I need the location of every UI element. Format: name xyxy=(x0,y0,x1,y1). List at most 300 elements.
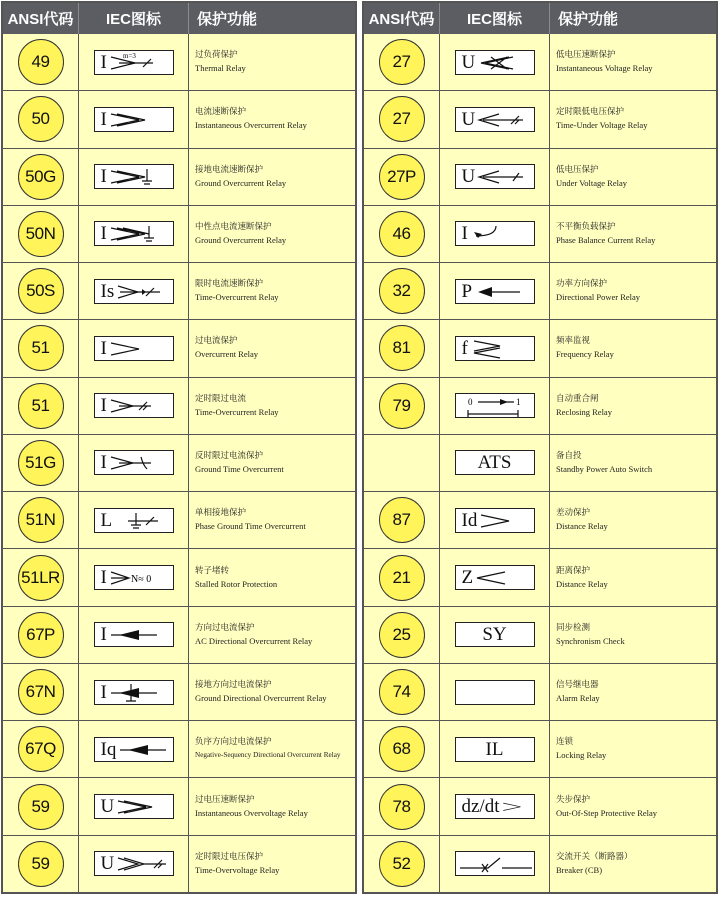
function-cell xyxy=(189,206,355,262)
function-name-en: Time-Overcurrent Relay xyxy=(195,406,279,417)
relay-characteristic-glyph xyxy=(109,566,161,589)
table-row xyxy=(3,664,355,721)
iec-symbol-cell xyxy=(79,492,189,548)
ansi-code-badge: 21 xyxy=(379,555,425,601)
ansi-cell xyxy=(364,91,440,147)
glyph-annotation: N≈ 0 xyxy=(130,574,152,586)
table-row xyxy=(364,320,716,377)
ansi-code-badge: 87 xyxy=(379,497,425,543)
locking-icon xyxy=(455,737,535,762)
relay-characteristic-glyph xyxy=(479,509,531,532)
function-name-en: Out-Of-Step Protective Relay xyxy=(556,807,658,818)
iec-symbol-cell xyxy=(79,34,189,90)
function-cell xyxy=(550,320,716,376)
table-row xyxy=(364,206,716,263)
table-row xyxy=(3,263,355,320)
table-row xyxy=(3,778,355,835)
function-cell xyxy=(550,836,716,892)
definite-time-overcurrent-icon xyxy=(94,393,174,418)
function-name-en: Time-Overcurrent Relay xyxy=(195,292,279,303)
iec-symbol-letter: IL xyxy=(485,738,504,760)
function-name-en: Directional Power Relay xyxy=(556,292,641,303)
function-cell xyxy=(550,435,716,491)
function-cell xyxy=(189,836,355,892)
relay-characteristic-glyph xyxy=(109,451,161,474)
function-name-zh: 差动保护 xyxy=(556,508,591,519)
iec-symbol-letter: I xyxy=(100,223,107,245)
table-row xyxy=(3,492,355,549)
function-name-zh: 定时限低电压保护 xyxy=(556,107,625,118)
function-name-en: Ground Overcurrent Relay xyxy=(195,234,287,245)
ansi-cell xyxy=(3,836,79,892)
ansi-code-badge: 32 xyxy=(379,268,425,314)
iec-symbol-cell xyxy=(79,721,189,777)
ansi-code-badge: 51LR xyxy=(18,555,64,601)
function-name-zh: 连锁 xyxy=(556,737,574,748)
function-name-en: Overcurrent Relay xyxy=(195,349,259,360)
iec-symbol-cell xyxy=(440,721,550,777)
ansi-cell xyxy=(3,263,79,319)
function-name-zh: 方向过电流保护 xyxy=(195,622,255,633)
relay-characteristic-glyph xyxy=(470,222,522,245)
table-row xyxy=(3,149,355,206)
differential-icon xyxy=(455,508,535,533)
ansi-code-badge: 81 xyxy=(379,325,425,371)
table-row xyxy=(364,836,716,892)
function-name-en: Ground Directional Overcurrent Relay xyxy=(195,693,327,704)
ansi-code-badge: 51N xyxy=(18,497,64,543)
relay-characteristic-glyph xyxy=(116,852,168,875)
ansi-code-badge: 25 xyxy=(379,612,425,658)
table-row xyxy=(364,91,716,148)
breaker-icon xyxy=(455,851,535,876)
table-row xyxy=(3,206,355,263)
relay-characteristic-glyph xyxy=(109,222,161,245)
iec-symbol-letter: I xyxy=(461,223,468,245)
table-row xyxy=(3,607,355,664)
glyph-state-label: 0 xyxy=(467,397,472,408)
alarm-relay-icon xyxy=(455,680,535,705)
ansi-cell xyxy=(364,836,440,892)
protection-table-right xyxy=(362,1,718,894)
stalled-rotor-icon xyxy=(94,565,174,590)
iec-symbol-letter: I xyxy=(100,337,107,359)
iec-symbol-letter: I xyxy=(100,681,107,703)
relay-characteristic-glyph xyxy=(118,738,170,761)
phase-balance-icon xyxy=(455,221,535,246)
iec-symbol-cell xyxy=(440,435,550,491)
function-name-en: Standby Power Auto Switch xyxy=(556,463,653,474)
function-name-en: Instantaneous Voltage Relay xyxy=(556,63,653,74)
ansi-cell xyxy=(3,778,79,834)
function-name-zh: 过电流保护 xyxy=(195,336,238,347)
iec-symbol-cell xyxy=(79,378,189,434)
iec-symbol-cell xyxy=(79,149,189,205)
table-row xyxy=(364,549,716,606)
function-cell xyxy=(550,607,716,663)
table-row xyxy=(3,721,355,778)
ansi-code-badge: 46 xyxy=(379,211,425,257)
iec-symbol-cell xyxy=(79,836,189,892)
protection-table-left xyxy=(1,1,357,894)
function-name-en: Breaker (CB) xyxy=(556,864,603,875)
directional-overcurrent-icon xyxy=(94,622,174,647)
iec-symbol-letter: Z xyxy=(461,567,474,589)
ansi-code-badge: 52 xyxy=(379,841,425,887)
iec-symbol-letter: Id xyxy=(461,509,478,531)
ansi-cell xyxy=(364,263,440,319)
iec-symbol-letter: U xyxy=(461,108,476,130)
ansi-cell xyxy=(364,206,440,262)
function-cell xyxy=(189,263,355,319)
header-ansi: ANSI代码 xyxy=(3,3,79,34)
function-cell xyxy=(189,607,355,663)
iec-symbol-letter: I xyxy=(100,51,107,73)
iec-symbol-letter: Is xyxy=(100,280,115,302)
function-cell xyxy=(550,263,716,319)
function-name-en: Time-Under Voltage Relay xyxy=(556,120,648,131)
function-name-en: Under Voltage Relay xyxy=(556,177,627,188)
overcurrent-icon xyxy=(94,336,174,361)
iec-symbol-letter: U xyxy=(461,166,476,188)
table-row xyxy=(364,492,716,549)
function-name-en: Alarm Relay xyxy=(556,693,600,704)
function-name-zh: 单相接地保护 xyxy=(195,508,247,519)
function-name-en: AC Directional Overcurrent Relay xyxy=(195,635,313,646)
relay-characteristic-glyph xyxy=(109,337,161,360)
ansi-cell xyxy=(3,435,79,491)
function-name-zh: 过负荷保护 xyxy=(195,50,238,61)
function-cell xyxy=(189,91,355,147)
iec-symbol-cell xyxy=(440,492,550,548)
function-name-zh: 功率方向保护 xyxy=(556,279,608,290)
iec-symbol-cell xyxy=(440,378,550,434)
function-cell xyxy=(550,492,716,548)
relay-characteristic-glyph xyxy=(464,394,522,417)
ansi-cell xyxy=(364,664,440,720)
time-overvoltage-icon xyxy=(94,851,174,876)
relay-characteristic-glyph xyxy=(502,795,534,818)
ansi-code-badge: 68 xyxy=(379,726,425,772)
function-name-zh: 频率监视 xyxy=(556,336,591,347)
function-name-en: Locking Relay xyxy=(556,750,607,761)
function-name-en: Time-Overvoltage Relay xyxy=(195,864,280,875)
relay-characteristic-glyph xyxy=(109,165,161,188)
iec-symbol-letter: I xyxy=(100,567,107,589)
ansi-code-badge: 74 xyxy=(379,669,425,715)
negative-sequence-directional-icon xyxy=(94,737,174,762)
table-row xyxy=(3,549,355,606)
function-name-zh: 反时限过电流保护 xyxy=(195,450,264,461)
ground-overcurrent-icon xyxy=(94,164,174,189)
iec-symbol-cell xyxy=(440,34,550,90)
function-cell xyxy=(550,149,716,205)
function-name-zh: 接地电流速断保护 xyxy=(195,164,264,175)
ansi-code-badge: 50N xyxy=(18,211,64,257)
table-row xyxy=(364,721,716,778)
relay-characteristic-glyph xyxy=(474,280,526,303)
function-name-en: Distance Relay xyxy=(556,578,608,589)
table-row xyxy=(364,378,716,435)
ansi-code-badge: 67N xyxy=(18,669,64,715)
ansi-cell xyxy=(364,149,440,205)
function-name-en: Phase Ground Time Overcurrent xyxy=(195,521,306,532)
ansi-cell xyxy=(3,149,79,205)
function-name-zh: 接地方向过电流保护 xyxy=(195,680,272,691)
iec-symbol-cell xyxy=(79,607,189,663)
directional-power-icon xyxy=(455,279,535,304)
iec-symbol-cell xyxy=(440,778,550,834)
function-cell xyxy=(189,721,355,777)
ansi-cell xyxy=(3,607,79,663)
ansi-code-badge: 49 xyxy=(18,39,64,85)
iec-symbol-cell xyxy=(440,91,550,147)
ansi-cell xyxy=(3,378,79,434)
function-name-en: Distance Relay xyxy=(556,521,608,532)
table-row xyxy=(364,149,716,206)
ansi-cell xyxy=(364,320,440,376)
function-cell xyxy=(550,664,716,720)
iec-symbol-cell xyxy=(440,206,550,262)
table-body xyxy=(3,34,355,892)
function-name-en: Thermal Relay xyxy=(195,63,246,74)
table-row xyxy=(3,836,355,892)
function-name-zh: 自动重合闸 xyxy=(556,393,599,404)
ansi-cell xyxy=(3,34,79,90)
table-body xyxy=(364,34,716,892)
ansi-cell xyxy=(364,378,440,434)
function-name-zh: 转子堵转 xyxy=(195,565,230,576)
ansi-code-badge: 51 xyxy=(18,325,64,371)
relay-characteristic-glyph xyxy=(116,280,168,303)
function-name-zh: 低电压速断保护 xyxy=(556,50,616,61)
ansi-cell xyxy=(364,435,440,491)
glyph-superscript: m=3 xyxy=(122,51,136,60)
table-row xyxy=(3,320,355,377)
function-cell xyxy=(189,492,355,548)
ansi-cell xyxy=(3,549,79,605)
ansi-code-badge: 78 xyxy=(379,784,425,830)
relay-characteristic-glyph xyxy=(109,623,161,646)
table-row xyxy=(364,778,716,835)
function-name-zh: 定时限过电压保护 xyxy=(195,851,264,862)
ansi-code-badge: 51G xyxy=(18,440,64,486)
iec-symbol-letter: ATS xyxy=(477,452,512,474)
iec-symbol-cell xyxy=(79,778,189,834)
ansi-cell xyxy=(3,320,79,376)
ansi-cell xyxy=(364,34,440,90)
table-row xyxy=(3,91,355,148)
relay-characteristic-glyph xyxy=(477,108,529,131)
glyph-state-label: 1 xyxy=(515,397,520,408)
iec-symbol-letter: I xyxy=(100,166,107,188)
function-name-zh: 定时限过电流 xyxy=(195,393,247,404)
ansi-cell xyxy=(3,91,79,147)
iec-symbol-cell xyxy=(440,664,550,720)
ansi-code-badge: 79 xyxy=(379,383,425,429)
function-name-zh: 负序方向过电流保护 xyxy=(195,737,272,748)
auto-switch-icon xyxy=(455,450,535,475)
relay-characteristic-glyph xyxy=(109,394,161,417)
ansi-code-badge: 59 xyxy=(18,784,64,830)
function-name-zh: 同步检测 xyxy=(556,622,591,633)
ansi-code-badge: 27 xyxy=(379,39,425,85)
table-row xyxy=(3,435,355,492)
function-name-zh: 低电压保护 xyxy=(556,164,599,175)
instantaneous-overvoltage-icon xyxy=(94,794,174,819)
distance-icon xyxy=(455,565,535,590)
function-cell xyxy=(550,206,716,262)
iec-symbol-cell xyxy=(79,320,189,376)
ansi-cell xyxy=(3,206,79,262)
function-name-zh: 限时电流速断保护 xyxy=(195,279,264,290)
header-function: 保护功能 xyxy=(558,11,619,28)
table-row xyxy=(364,263,716,320)
iec-symbol-letter: I xyxy=(100,108,107,130)
function-name-en: Synchronism Check xyxy=(556,635,625,646)
function-cell xyxy=(550,34,716,90)
function-name-en: Frequency Relay xyxy=(556,349,614,360)
function-name-en: Ground Overcurrent Relay xyxy=(195,177,287,188)
header-iec: IEC图标 xyxy=(440,3,550,34)
function-cell xyxy=(189,378,355,434)
ansi-code-badge: 27P xyxy=(379,154,425,200)
undervoltage-icon xyxy=(455,164,535,189)
relay-characteristic-glyph xyxy=(477,51,529,74)
ansi-code-badge: 67Q xyxy=(18,726,64,772)
ansi-cell xyxy=(364,607,440,663)
thermal-relay-icon xyxy=(94,50,174,75)
ansi-cell xyxy=(3,664,79,720)
function-name-en: Instantaneous Overcurrent Relay xyxy=(195,120,307,131)
function-name-en: Stalled Rotor Protection xyxy=(195,578,278,589)
iec-symbol-cell xyxy=(79,435,189,491)
function-name-zh: 过电压速断保护 xyxy=(195,794,255,805)
iec-symbol-cell xyxy=(79,91,189,147)
table-row xyxy=(364,664,716,721)
ansi-code-badge: 50G xyxy=(18,154,64,200)
iec-symbol-letter: U xyxy=(100,853,115,875)
iec-symbol-letter: f xyxy=(461,337,468,359)
function-name-en: Reclosing Relay xyxy=(556,406,612,417)
iec-symbol-cell xyxy=(440,836,550,892)
iec-symbol-letter: Iq xyxy=(100,738,117,760)
frequency-icon xyxy=(455,336,535,361)
iec-symbol-letter: I xyxy=(100,624,107,646)
inverse-time-overcurrent-icon xyxy=(94,450,174,475)
iec-symbol-cell xyxy=(79,206,189,262)
iec-symbol-cell xyxy=(79,664,189,720)
function-cell xyxy=(189,435,355,491)
ansi-cell xyxy=(3,492,79,548)
instantaneous-overcurrent-icon xyxy=(94,107,174,132)
iec-symbol-cell xyxy=(79,263,189,319)
table-row xyxy=(364,34,716,91)
header-function: 保护功能 xyxy=(197,11,258,28)
iec-symbol-letter: I xyxy=(100,395,107,417)
function-cell xyxy=(550,721,716,777)
relay-characteristic-glyph xyxy=(477,165,529,188)
ansi-cell xyxy=(364,492,440,548)
function-cell xyxy=(550,549,716,605)
ansi-code-badge: 67P xyxy=(18,612,64,658)
function-name-zh: 电流速断保护 xyxy=(195,107,247,118)
function-name-en: Ground Time Overcurrent xyxy=(195,463,284,474)
header-iec: IEC图标 xyxy=(79,3,189,34)
iec-symbol-letter: SY xyxy=(482,624,507,646)
ansi-code-badge: 50S xyxy=(18,268,64,314)
iec-symbol-cell xyxy=(440,149,550,205)
ground-directional-icon xyxy=(94,680,174,705)
function-name-zh: 交流开关（断路器） xyxy=(556,851,633,862)
neutral-overcurrent-icon xyxy=(94,221,174,246)
phase-ground-icon xyxy=(94,508,174,533)
function-cell xyxy=(550,378,716,434)
synchronism-icon xyxy=(455,622,535,647)
ansi-code-badge: 50 xyxy=(18,96,64,142)
function-name-zh: 失步保护 xyxy=(556,794,591,805)
iec-symbol-letter: I xyxy=(100,452,107,474)
relay-characteristic-glyph xyxy=(475,566,527,589)
function-cell xyxy=(189,320,355,376)
ansi-code-badge: 59 xyxy=(18,841,64,887)
ansi-cell xyxy=(364,721,440,777)
function-name-en: Negative-Sequency Directional Overcurrent Relay xyxy=(195,751,341,760)
relay-characteristic-glyph xyxy=(109,51,161,74)
table-row xyxy=(3,34,355,91)
relay-characteristic-glyph xyxy=(470,337,522,360)
table-row xyxy=(364,435,716,492)
table-header xyxy=(364,3,716,34)
instantaneous-undervoltage-icon xyxy=(455,50,535,75)
function-name-zh: 不平衡负载保护 xyxy=(556,221,616,232)
function-name-zh: 中性点电流速断保护 xyxy=(195,221,272,232)
function-name-en: Phase Balance Current Relay xyxy=(556,234,656,245)
relay-characteristic-glyph xyxy=(109,108,161,131)
relay-characteristic-glyph xyxy=(116,795,168,818)
table-row xyxy=(364,607,716,664)
function-name-zh: 信号继电器 xyxy=(556,680,599,691)
iec-symbol-cell xyxy=(79,549,189,605)
relay-characteristic-glyph xyxy=(109,681,161,704)
function-name-en: Instantaneous Overvoltage Relay xyxy=(195,807,308,818)
iec-symbol-letter: U xyxy=(100,796,115,818)
function-cell xyxy=(189,34,355,90)
iec-symbol-letter: dz/dt xyxy=(461,796,500,818)
time-undervoltage-icon xyxy=(455,107,535,132)
ansi-code-badge: 51 xyxy=(18,383,64,429)
reclosing-icon xyxy=(455,393,535,418)
iec-symbol-letter: U xyxy=(461,51,476,73)
function-cell xyxy=(189,149,355,205)
function-cell xyxy=(189,664,355,720)
function-name-zh: 备自投 xyxy=(556,450,582,461)
iec-symbol-letter: P xyxy=(461,280,473,302)
function-cell xyxy=(550,778,716,834)
table-header xyxy=(3,3,355,34)
table-row xyxy=(3,378,355,435)
iec-symbol-cell xyxy=(440,549,550,605)
function-cell xyxy=(189,549,355,605)
iec-symbol-cell xyxy=(440,263,550,319)
iec-symbol-cell xyxy=(440,320,550,376)
iec-symbol-letter: L xyxy=(100,509,113,531)
ansi-code-badge: 27 xyxy=(379,96,425,142)
function-name-zh: 距离保护 xyxy=(556,565,591,576)
header-ansi: ANSI代码 xyxy=(364,3,440,34)
function-cell xyxy=(189,778,355,834)
time-overcurrent-icon xyxy=(94,279,174,304)
